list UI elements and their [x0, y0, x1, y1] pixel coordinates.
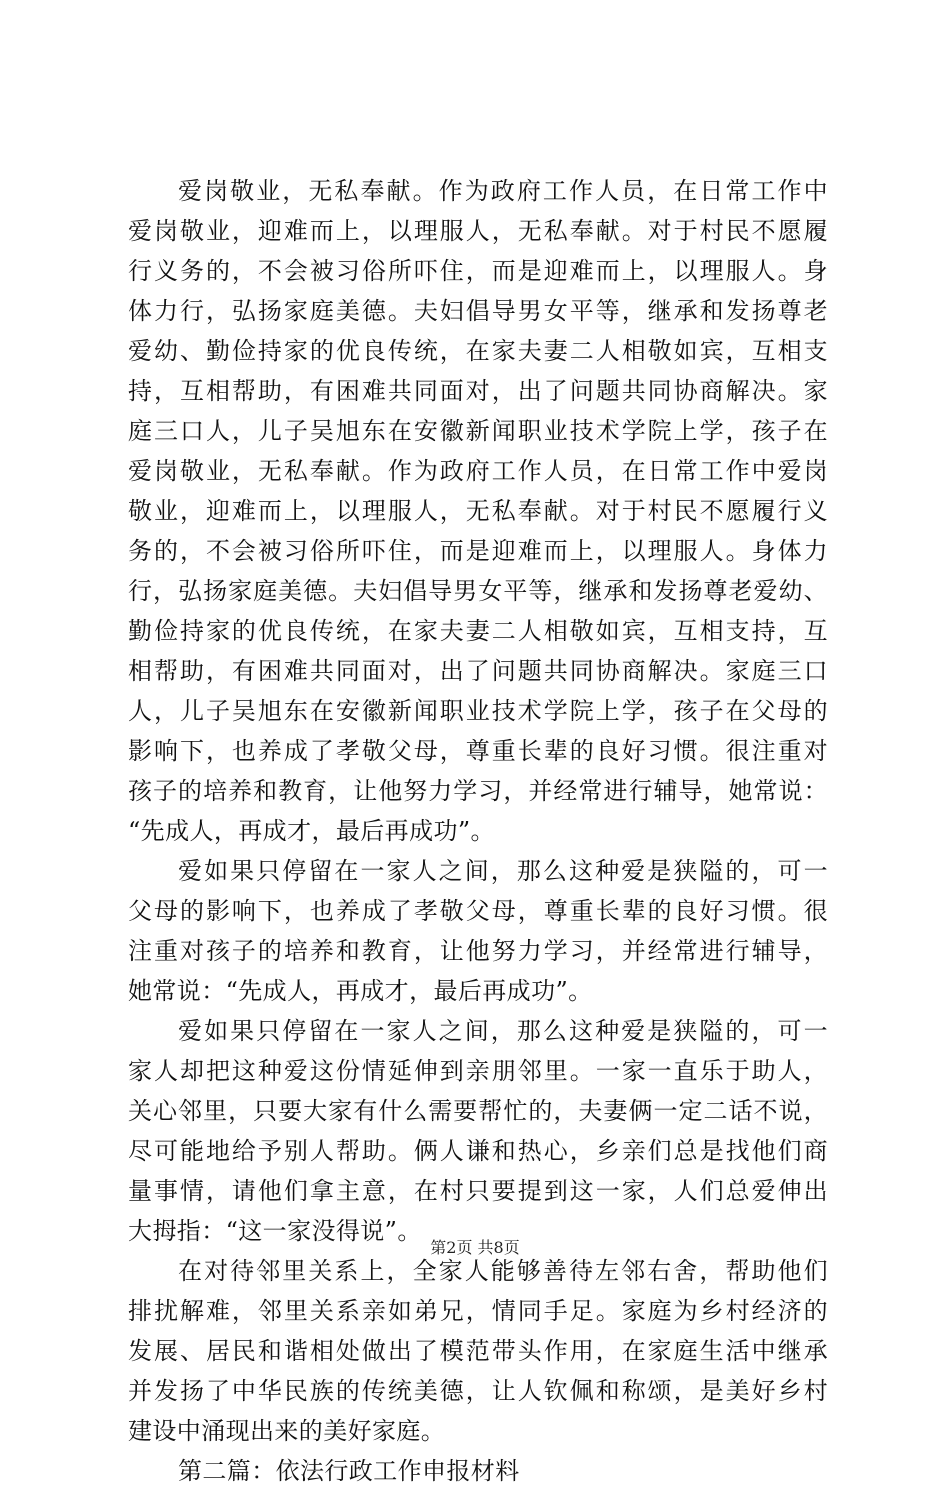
- text-line: 持，互相帮助，有困难共同面对，出了问题共同协商解决。家: [128, 377, 828, 405]
- text-line: 相帮助，有困难共同面对，出了问题共同协商解决。家庭三口: [128, 657, 828, 685]
- text-line: 父母的影响下，也养成了孝敬父母，尊重长辈的良好习惯。很: [128, 897, 828, 925]
- body-text: [128, 171, 828, 1491]
- page-footer: 第2页 共8页: [430, 1238, 520, 1257]
- text-line: 她常说：“先成人，再成才，最后再成功”。: [128, 977, 593, 1005]
- text-line: 家人却把这种爱这份情延伸到亲朋邻里。一家一直乐于助人，: [128, 1057, 828, 1085]
- text-line: “先成人，再成才，最后再成功”。: [128, 817, 495, 845]
- text-line: 量事情，请他们拿主意，在村只要提到这一家，人们总爱伸出: [128, 1177, 828, 1205]
- text-line: 爱岗敬业，无私奉献。作为政府工作人员，在日常工作中爱岗: [128, 457, 828, 485]
- text-line: 第二篇：依法行政工作申报材料: [178, 1457, 520, 1485]
- text-line: 庭三口人，儿子吴旭东在安徽新闻职业技术学院上学，孩子在: [128, 417, 828, 445]
- text-line: 发展、居民和谐相处做出了模范带头作用，在家庭生活中继承: [128, 1337, 828, 1365]
- text-line: 爱如果只停留在一家人之间，那么这种爱是狭隘的，可一: [178, 1017, 828, 1045]
- text-line: 在对待邻里关系上，全家人能够善待左邻右舍，帮助他们: [178, 1257, 828, 1285]
- text-line: 建设中涌现出来的美好家庭。: [128, 1417, 446, 1445]
- text-line: 大拇指：“这一家没得说”。: [128, 1217, 422, 1245]
- text-line: 并发扬了中华民族的传统美德，让人钦佩和称颂，是美好乡村: [128, 1377, 828, 1405]
- text-line: 行义务的，不会被习俗所吓住，而是迎难而上，以理服人。身: [128, 257, 828, 285]
- text-line: 勤俭持家的优良传统，在家夫妻二人相敬如宾，互相支持，互: [128, 617, 828, 645]
- text-line: 爱岗敬业，无私奉献。作为政府工作人员，在日常工作中: [178, 177, 828, 205]
- text-line: 注重对孩子的培养和教育，让他努力学习，并经常进行辅导，: [128, 937, 828, 965]
- text-line: 排扰解难，邻里关系亲如弟兄，情同手足。家庭为乡村经济的: [128, 1297, 828, 1325]
- text-line: 人，儿子吴旭东在安徽新闻职业技术学院上学，孩子在父母的: [128, 697, 828, 725]
- text-line: 务的，不会被习俗所吓住，而是迎难而上，以理服人。身体力: [128, 537, 828, 565]
- text-line: 尽可能地给予别人帮助。俩人谦和热心，乡亲们总是找他们商: [128, 1137, 828, 1165]
- text-line: 爱如果只停留在一家人之间，那么这种爱是狭隘的，可一: [178, 857, 828, 885]
- text-line: 体力行，弘扬家庭美德。夫妇倡导男女平等，继承和发扬尊老: [128, 297, 828, 325]
- text-line: 影响下，也养成了孝敬父母，尊重长辈的良好习惯。很注重对: [128, 737, 828, 765]
- text-line: 爱岗敬业，迎难而上，以理服人，无私奉献。对于村民不愿履: [128, 217, 828, 245]
- text-line: 行，弘扬家庭美德。夫妇倡导男女平等，继承和发扬尊老爱幼、: [128, 577, 828, 605]
- text-line: 爱幼、勤俭持家的优良传统，在家夫妻二人相敬如宾，互相支: [128, 337, 828, 365]
- text-line: 敬业，迎难而上，以理服人，无私奉献。对于村民不愿履行义: [128, 497, 828, 525]
- text-line: 关心邻里，只要大家有什么需要帮忙的，夫妻俩一定二话不说，: [128, 1097, 828, 1125]
- text-line: 孩子的培养和教育，让他努力学习，并经常进行辅导，她常说：: [128, 777, 828, 805]
